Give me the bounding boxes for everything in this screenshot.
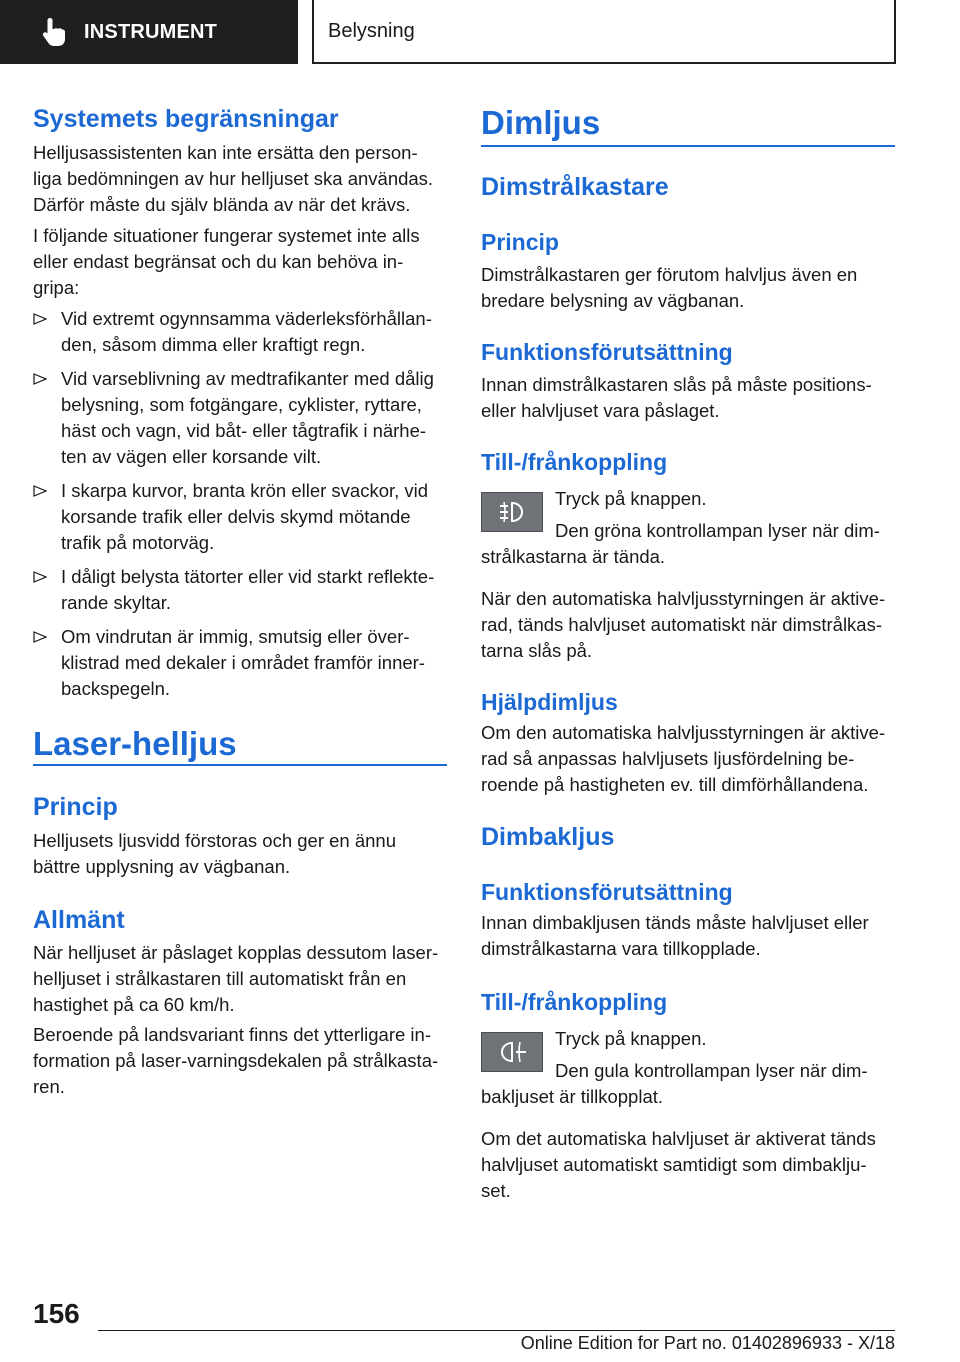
laser-heading: Laser-helljus (33, 725, 237, 762)
list-item (33, 366, 447, 470)
till-fran-heading-2: Till-/frånkoppling (481, 989, 668, 1015)
front-fog-press-text: Tryck på knappen. (555, 488, 707, 509)
limits-paragraph-2: I följande situationer fungerar systemet inte alls eller endast begränsat och du kan behöva in- gripa: (33, 225, 420, 298)
limits-heading: Systemets begränsningar (33, 105, 339, 133)
allmant-paragraph-2: Beroende på landsvariant finns det ytterligare in- formation på laser-varningsdekalen på strålkasta- ren. (33, 1024, 439, 1097)
triangle-right-icon (33, 373, 47, 385)
page-number: 156 (33, 1298, 80, 1329)
funktion-heading-2: Funktionsförutsättning (481, 879, 733, 905)
allmant-heading: Allmänt (33, 906, 125, 934)
front-fog-light-icon (492, 498, 532, 526)
triangle-right-icon (33, 571, 47, 583)
triangle-right-icon (33, 631, 47, 643)
bullet-text: Vid extremt ogynnsamma väderleksförhållan- den, såsom dimma eller kraftigt regn. (61, 308, 432, 355)
header-topic-tab (312, 0, 896, 64)
triangle-right-icon (33, 313, 47, 325)
funktion-heading-1: Funktionsförutsättning (481, 339, 733, 365)
bullet-text: I dåligt belysta tätorter eller vid starkt reflekte- rande skyltar. (61, 566, 435, 613)
front-fog-auto-paragraph: När den automatiska halvljusstyrningen är aktive- rad, tänds halvljuset automatiskt när dimstrålkas- tarna slås på. (481, 588, 886, 661)
header-topic-label: Belysning (328, 19, 415, 42)
front-fog-button-image (481, 492, 543, 532)
till-fran-heading-1: Till-/frånkoppling (481, 449, 668, 475)
allmant-paragraph-1: När helljuset är påslaget kopplas dessutom laser- helljuset i strålkastaren till automatiskt från en hastighet på ca 60 km/h. (33, 942, 439, 1015)
list-item (33, 306, 447, 358)
dim-princip-paragraph: Dimstrålkastaren ger förutom halvljus även en bredare belysning av vägbanan. (481, 264, 858, 311)
funktion-paragraph-1: Innan dimstrålkastaren slås på måste positions- eller halvljuset vara påslaget. (481, 374, 872, 421)
list-item (33, 564, 447, 616)
dim-princip-heading: Princip (481, 229, 559, 255)
rear-fog-lamp-line-2: bakljuset är tillkopplat. (481, 1086, 664, 1107)
rear-fog-press-text: Tryck på knappen. (555, 1028, 707, 1049)
footer-divider (98, 1330, 895, 1331)
header-section-tab (0, 0, 298, 64)
laser-princip-paragraph: Helljusets ljusvidd förstoras och ger en ännu bättre upplysning av vägbanan. (33, 830, 396, 877)
list-item (33, 478, 447, 556)
rear-fog-auto-paragraph: Om det automatiska halvljuset är aktiverat tänds halvljuset automatiskt samtidigt som dimbaklju- set. (481, 1128, 876, 1201)
laser-princip-heading: Princip (33, 793, 118, 821)
limits-bullet-list (33, 306, 447, 702)
dimbakljus-heading: Dimbakljus (481, 823, 615, 851)
hjalpdimljus-heading: Hjälpdimljus (481, 689, 618, 715)
bullet-text: Vid varseblivning av medtrafikanter med dålig belysning, som fotgängare, cyklister, ryttare, häst och vagn, vid båt- eller tågtrafik i närhe- ten av vägen eller korsande vilt. (61, 368, 434, 467)
bullet-text: I skarpa kurvor, branta krön eller svackor, vid korsande trafik eller delvis skymd mötande trafik på motorväg. (61, 480, 429, 553)
front-fog-lamp-line-2: strålkastarna är tända. (481, 546, 666, 567)
header-section-label: INSTRUMENT (84, 20, 218, 43)
footer-edition: Online Edition for Part no. 01402896933 - X/18 (520, 1333, 895, 1353)
front-fog-lamp-line-1: Den gröna kontrollampan lyser när dim- (555, 520, 880, 541)
funktion-paragraph-2: Innan dimbakljusen tänds måste halvljuset eller dimstrålkastarna vara tillkopplade. (481, 912, 869, 959)
section-divider (33, 764, 447, 766)
dimstralkastare-heading: Dimstrålkastare (481, 173, 669, 201)
list-item (33, 624, 447, 702)
dimljus-heading: Dimljus (481, 104, 601, 141)
limits-paragraph-1: Helljusassistenten kan inte ersätta den person- liga bedömningen av hur helljuset ska användas. Därför måste du själv blända av när det krävs. (33, 142, 434, 215)
hjalpdimljus-paragraph: Om den automatiska halvljusstyrningen är aktive- rad så anpassas halvljusets ljusfördelning be- roende på hastigheten ev. till dimförhållandena. (481, 722, 886, 795)
rear-fog-lamp-line-1: Den gula kontrollampan lyser när dim- (555, 1060, 868, 1081)
hand-pointer-icon (34, 12, 74, 52)
bullet-text: Om vindrutan är immig, smutsig eller över- klistrad med dekaler i området framför inner- backspegeln. (61, 626, 425, 699)
section-divider (481, 145, 895, 147)
rear-fog-light-icon (492, 1038, 532, 1066)
rear-fog-button-image (481, 1032, 543, 1072)
triangle-right-icon (33, 485, 47, 497)
